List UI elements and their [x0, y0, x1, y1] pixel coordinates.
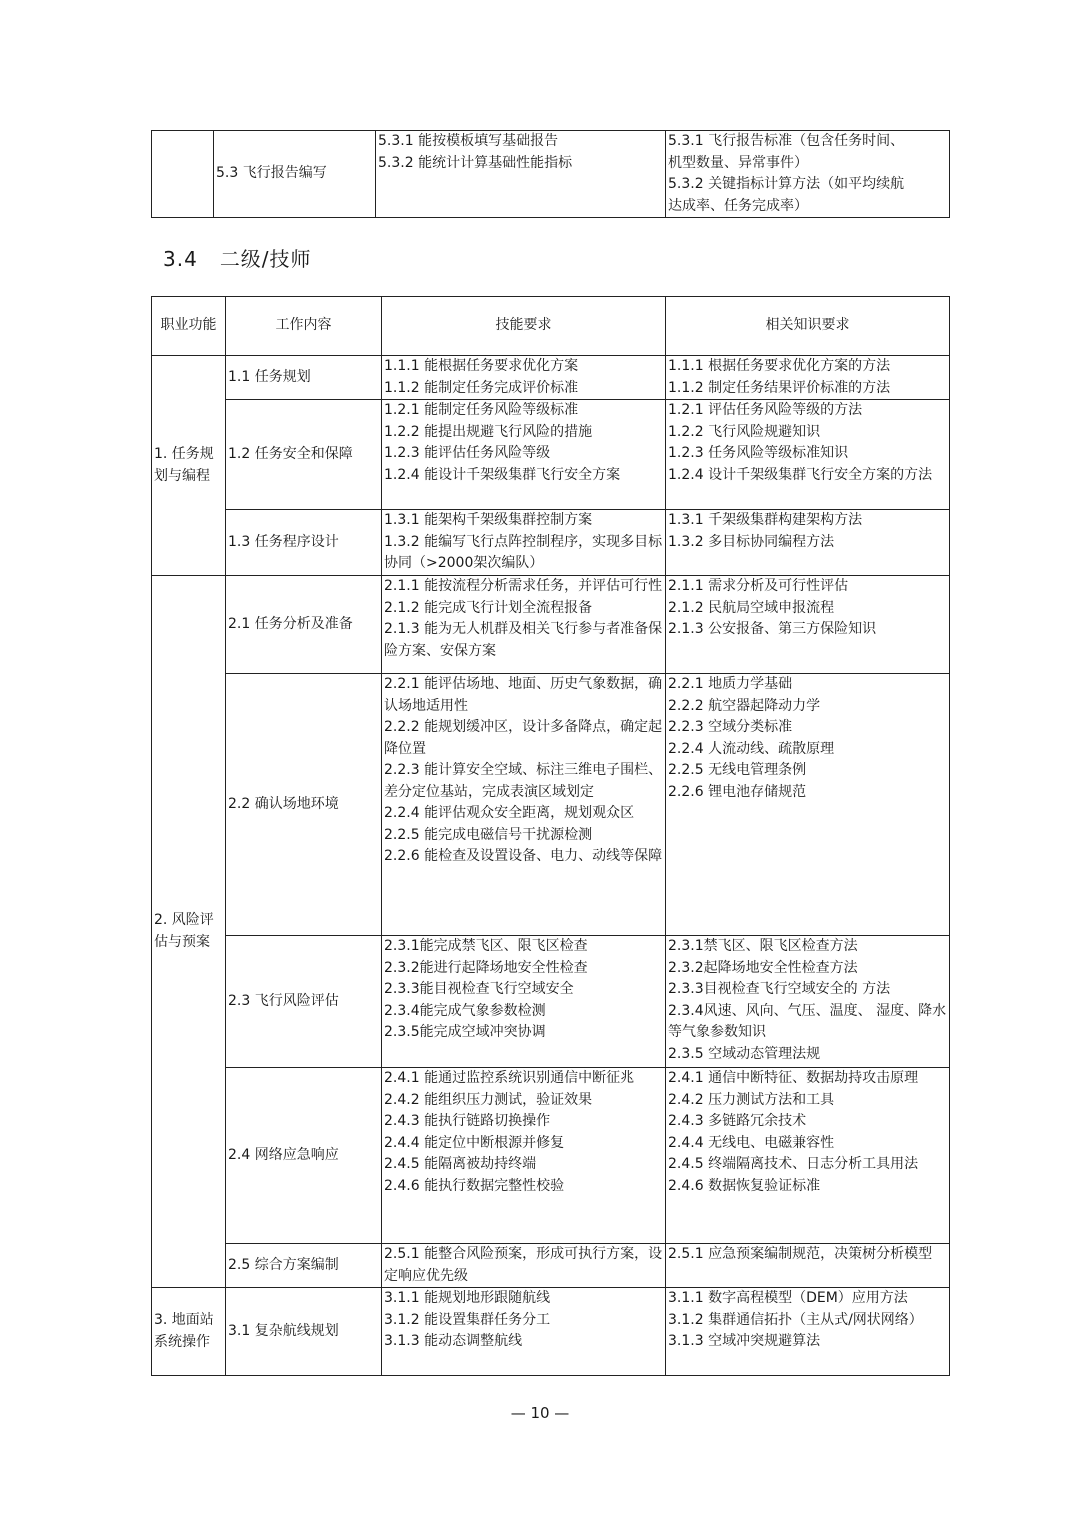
page-number: — 10 — — [510, 1404, 570, 1422]
list-line: 3.1.2 能设置集群任务分工 — [384, 1311, 551, 1328]
list-line: 3.1.1 数字高程模型（DEM）应用方法 — [668, 1290, 908, 1306]
list-line: 1.3.2 多目标协同编程方法 — [668, 533, 835, 550]
list-line: 1.1.1 根据任务要求优化方案的方法 — [668, 358, 891, 374]
list-line: 2.3.5 空域动态管理法规 — [668, 1045, 821, 1062]
list-line: 5.3.2 关键指标计算方法（如平均续航 — [668, 176, 905, 192]
header-content: 工作内容 — [226, 297, 382, 356]
function-cell: 2. 风险评估与预案 — [152, 576, 226, 1288]
list-line: 2.2.1 能评估场地、地面、历史气象数据，确认场地适用性 — [384, 676, 663, 714]
list-line: 2.2.5 能完成电磁信号干扰源检测 — [384, 826, 593, 843]
list-line: 2.2.2 能规划缓冲区，设计多备降点，确定起降位置 — [384, 719, 663, 757]
list-line: 2.2.4 人流动线、疏散原理 — [668, 740, 835, 757]
list-line: 2.2.3 能计算安全空域、标注三维电子围栏、差分定位基站，完成表演区域划定 — [384, 762, 663, 800]
list-line: 2.4.5 能隔离被劫持终端 — [384, 1156, 537, 1172]
table-row — [152, 1244, 950, 1288]
knowledge-cell — [666, 356, 950, 400]
knowledge-cell — [666, 1244, 950, 1288]
list-line: 2.1.1 能按流程分析需求任务，并评估可行性 — [384, 578, 663, 594]
list-line: 2.4.5 终端隔离技术、日志分析工具用法 — [668, 1156, 919, 1172]
table-row — [152, 510, 950, 576]
list-line: 2.4.1 通信中断特征、数据劫持攻击原理 — [668, 1070, 919, 1086]
work-content-cell: 5.3 飞行报告编写 — [214, 131, 376, 218]
list-line: 2.1.1 需求分析及可行性评估 — [668, 578, 849, 594]
list-line: 2.3.1禁飞区、限飞区检查方法 — [668, 938, 858, 954]
list-line: 2.1.3 公安报备、第三方保险知识 — [668, 621, 877, 637]
list-line: 5.3.2 能统计计算基础性能指标 — [378, 154, 573, 171]
list-line: 2.3.2起降场地安全性检查方法 — [668, 959, 858, 976]
list-line: 2.1.3 能为无人机群及相关飞行参与者准备保险方案、安保方案 — [384, 621, 663, 659]
table-header-row — [152, 297, 950, 356]
knowledge-cell — [666, 1068, 950, 1244]
knowledge-cell — [666, 674, 950, 936]
work-content-cell: 2.4 网络应急响应 — [226, 1068, 382, 1244]
work-content-cell: 2.3 飞行风险评估 — [226, 936, 382, 1068]
list-line: 1.2.1 能制定任务风险等级标准 — [384, 402, 579, 418]
list-line: 2.4.6 能执行数据完整性校验 — [384, 1177, 565, 1194]
table-row — [152, 1288, 950, 1376]
list-line: 1.2.4 能设计千架级集群飞行安全方案 — [384, 466, 621, 483]
work-content-cell: 2.1 任务分析及准备 — [226, 576, 382, 674]
list-line: 2.4.1 能通过监控系统识别通信中断征兆 — [384, 1070, 635, 1086]
list-line: 2.1.2 能完成飞行计划全流程报备 — [384, 599, 593, 616]
function-cell: 1. 任务规划与编程 — [152, 356, 226, 576]
table-row — [152, 400, 950, 510]
list-line: 达成率、任务完成率） — [668, 197, 808, 214]
list-line: 2.4.6 数据恢复验证标准 — [668, 1177, 821, 1194]
list-line: 1.2.3 任务风险等级标准知识 — [668, 445, 849, 461]
list-line: 2.2.2 航空器起降动力学 — [668, 697, 821, 714]
skills-cell — [382, 1068, 666, 1244]
list-line: 2.4.3 能执行链路切换操作 — [384, 1113, 551, 1129]
skills-cell — [382, 510, 666, 576]
list-line: 1.2.3 能评估任务风险等级 — [384, 445, 551, 461]
skills-cell — [382, 400, 666, 510]
list-line: 2.3.4风速、风向、气压、温度、 湿度、降水等气象参数知识 — [668, 1002, 947, 1040]
empty-function-cell — [152, 131, 214, 218]
list-line: 1.1.1 能根据任务要求优化方案 — [384, 358, 579, 374]
list-line: 2.1.2 民航局空域申报流程 — [668, 599, 835, 616]
work-content-cell: 3.1 复杂航线规划 — [226, 1288, 382, 1376]
table-row — [152, 1068, 950, 1244]
list-line: 2.2.6 能检查及设置设备、电力、动线等保障 — [384, 848, 663, 864]
list-line: 3.1.3 能动态调整航线 — [384, 1333, 523, 1349]
work-content-cell: 2.5 综合方案编制 — [226, 1244, 382, 1288]
skills-table — [151, 296, 950, 1376]
list-line: 2.4.2 压力测试方法和工具 — [668, 1091, 835, 1108]
list-line: 2.4.3 多链路冗余技术 — [668, 1113, 807, 1129]
skills-cell — [382, 1244, 666, 1288]
list-line: 2.4.2 能组织压力测试，验证效果 — [384, 1091, 593, 1108]
header-function: 职业功能 — [152, 297, 226, 356]
list-line: 3.1.2 集群通信拓扑（主从式/网状网络） — [668, 1311, 923, 1328]
table-body — [152, 356, 950, 1376]
list-line: 1.1.2 制定任务结果评价标准的方法 — [668, 379, 891, 396]
list-line: 1.2.4 设计千架级集群飞行安全方案的方法 — [668, 466, 933, 483]
list-line: 3.1.1 能规划地形跟随航线 — [384, 1290, 551, 1306]
list-line: 1.3.1 千架级集群构建架构方法 — [668, 512, 863, 528]
table-row — [152, 356, 950, 400]
skills-cell — [382, 576, 666, 674]
list-line: 3.1.3 空域冲突规避算法 — [668, 1333, 821, 1349]
list-line: 1.2.2 飞行风险规避知识 — [668, 423, 821, 440]
work-content-cell: 1.3 任务程序设计 — [226, 510, 382, 576]
list-line: 1.2.1 评估任务风险等级的方法 — [668, 402, 863, 418]
list-line: 1.2.2 能提出规避飞行风险的措施 — [384, 423, 593, 440]
knowledge-cell — [666, 1288, 950, 1376]
section-title-text: 二级/技师 — [219, 247, 312, 271]
list-line: 2.2.5 无线电管理条例 — [668, 762, 807, 778]
list-line: 5.3.1 能按模板填写基础报告 — [378, 133, 559, 149]
work-content-cell: 2.2 确认场地环境 — [226, 674, 382, 936]
skills-cell — [382, 936, 666, 1068]
top-continuation-table — [151, 130, 950, 218]
list-line: 5.3.1 飞行报告标准（包含任务时间、 — [668, 133, 905, 149]
list-line: 2.2.1 地质力学基础 — [668, 676, 793, 692]
list-line: 2.3.3目视检查飞行空域安全的 方法 — [668, 981, 891, 997]
list-line: 2.5.1 能整合风险预案，形成可执行方案，设定响应优先级 — [384, 1246, 663, 1284]
header-skills: 技能要求 — [382, 297, 666, 356]
knowledge-cell — [666, 936, 950, 1068]
list-line: 2.3.3能目视检查飞行空域安全 — [384, 981, 574, 997]
skills-cell — [376, 131, 666, 218]
table-row — [152, 674, 950, 936]
list-line: 2.3.2能进行起降场地安全性检查 — [384, 959, 588, 976]
list-line: 2.4.4 能定位中断根源并修复 — [384, 1134, 565, 1151]
list-line: 1.3.1 能架构千架级集群控制方案 — [384, 512, 593, 528]
table-row — [152, 936, 950, 1068]
list-line: 机型数量、异常事件） — [668, 154, 808, 171]
skills-cell — [382, 674, 666, 936]
knowledge-cell — [666, 400, 950, 510]
list-line: 2.2.3 空域分类标准 — [668, 719, 793, 735]
knowledge-cell — [666, 576, 950, 674]
skills-cell — [382, 1288, 666, 1376]
list-line: 2.2.4 能评估观众安全距离，规划观众区 — [384, 805, 635, 821]
list-line: 2.5.1 应急预案编制规范，决策树分析模型 — [668, 1246, 933, 1262]
work-content-cell: 1.1 任务规划 — [226, 356, 382, 400]
knowledge-cell — [666, 131, 950, 218]
list-line: 2.3.4能完成气象参数检测 — [384, 1002, 546, 1019]
work-content-cell: 1.2 任务安全和保障 — [226, 400, 382, 510]
section-heading — [163, 243, 312, 272]
knowledge-cell — [666, 510, 950, 576]
list-line: 2.4.4 无线电、电磁兼容性 — [668, 1134, 835, 1151]
skills-cell — [382, 356, 666, 400]
list-line: 2.3.5能完成空域冲突协调 — [384, 1024, 546, 1040]
list-line: 1.1.2 能制定任务完成评价标准 — [384, 379, 579, 396]
list-line: 2.3.1能完成禁飞区、限飞区检查 — [384, 938, 588, 954]
list-line: 1.3.2 能编写飞行点阵控制程序，实现多目标协同（>2000架次编队） — [384, 533, 663, 571]
section-number: 3.4 — [163, 247, 198, 271]
header-knowledge: 相关知识要求 — [666, 297, 950, 356]
list-line: 2.2.6 锂电池存储规范 — [668, 783, 807, 800]
table-row — [152, 576, 950, 674]
function-cell: 3. 地面站系统操作 — [152, 1288, 226, 1376]
